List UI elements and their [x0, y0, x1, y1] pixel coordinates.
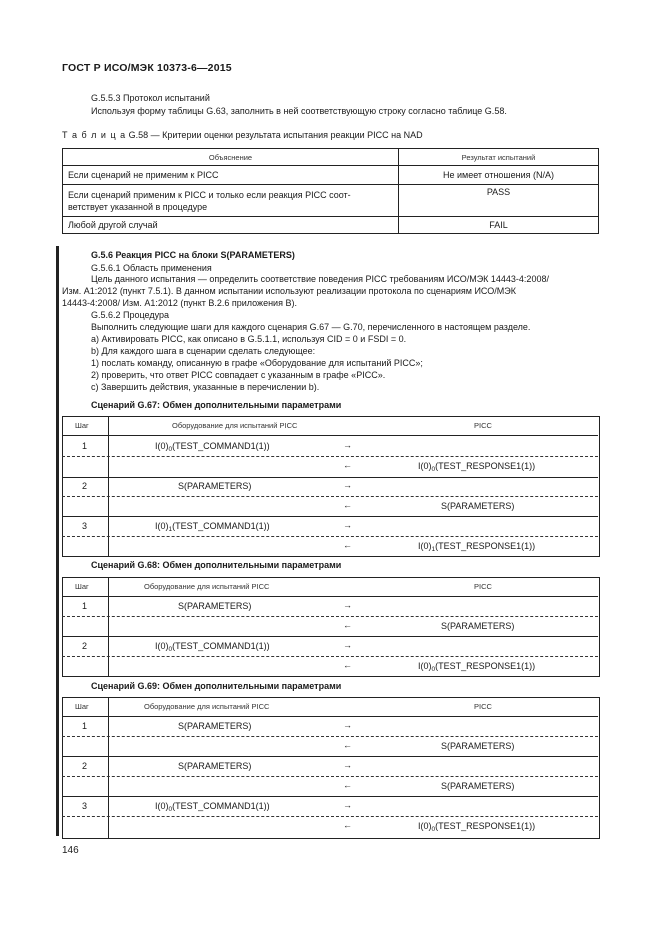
list-item-b1: 1) послать команду, описанную в графе «Оборудование для испытаний PICC»;	[91, 358, 423, 368]
response-cell: $I(0)_0(TEST\_RESPONSE1(1))$	[418, 661, 536, 673]
arrow-left-icon: ←	[343, 460, 352, 470]
arrow-left-icon: ←	[343, 540, 352, 550]
explanation-cell: Любой другой случай	[63, 217, 399, 234]
criteria-table	[62, 148, 599, 234]
response-cell: $I(0)_0(TEST\_RESPONSE1(1))$	[418, 461, 536, 473]
col-header-step: Шаг	[75, 421, 89, 430]
table-row	[63, 185, 599, 217]
result-cell: Не имеет отношения (N/A)	[399, 166, 599, 185]
response-cell: S(PARAMETERS)	[441, 781, 515, 791]
step-number: 2	[82, 761, 88, 771]
response-cell: $I(0)_0(TEST\_RESPONSE1(1))$	[418, 821, 536, 833]
col-header-equipment: Оборудование для испытаний PICC	[172, 421, 298, 430]
command-cell: $I(0)_0(TEST\_COMMAND1(1))$	[155, 801, 270, 813]
command-cell: $I(0)_0(TEST\_COMMAND1(1))$	[155, 641, 270, 653]
explanation-cell	[63, 185, 399, 217]
list-item-b2: 2) проверить, что ответ PICC совпадает с указанным в графе «PICC».	[91, 370, 386, 380]
command-cell: $I(0)_0(TEST\_COMMAND1(1))$	[155, 441, 270, 453]
subsection-heading-g562: G.5.6.2 Процедура	[91, 310, 170, 320]
col-header-picc: PICC	[474, 582, 492, 591]
response-cell: S(PARAMETERS)	[441, 501, 515, 511]
table-caption-text: G.58 — Критерии оценки результата испытания реакции PICC на NAD	[128, 130, 423, 140]
arrow-right-icon: →	[343, 640, 352, 650]
col-header-step: Шаг	[75, 702, 89, 711]
response-cell: S(PARAMETERS)	[441, 621, 515, 631]
list-item-b: b) Для каждого шага в сценарии сделать следующее:	[91, 346, 316, 356]
arrow-left-icon: ←	[343, 620, 352, 630]
arrow-left-icon: ←	[343, 500, 352, 510]
scenario-title-g68: Сценарий G.68: Обмен дополнительными параметрами	[91, 560, 342, 570]
section-text-g553: Используя форму таблицы G.63, заполнить в ней соответствующую строку согласно таблице G.58.	[91, 106, 507, 116]
col-header-step: Шаг	[75, 582, 89, 591]
paragraph-line: Цель данного испытания — определить соответствие поведения PICC требованиям ИСО/МЭК 14443-4:2008/	[91, 274, 549, 284]
command-cell: S(PARAMETERS)	[178, 761, 252, 771]
subsection-heading-g561: G.5.6.1 Область применения	[91, 263, 212, 273]
section-heading-g56: G.5.6 Реакция PICC на блоки S(PARAMETERS)	[91, 250, 295, 260]
command-cell: S(PARAMETERS)	[178, 481, 252, 491]
document-header: ГОСТ Р ИСО/МЭК 10373-6—2015	[62, 62, 232, 74]
arrow-left-icon: ←	[343, 660, 352, 670]
arrow-right-icon: →	[343, 760, 352, 770]
command-cell: S(PARAMETERS)	[178, 601, 252, 611]
scenario-title-g67: Сценарий G.67: Обмен дополнительными параметрами	[91, 400, 342, 410]
result-cell: PASS	[399, 185, 599, 217]
result-cell: FAIL	[399, 217, 599, 234]
col-header-picc: PICC	[474, 702, 492, 711]
scenario-table-g68	[62, 577, 598, 676]
explanation-line: Если сценарий применим к PICC и только если реакция PICC соот-	[68, 189, 351, 200]
arrow-right-icon: →	[343, 480, 352, 490]
col-header-explanation: Объяснение	[63, 149, 399, 166]
response-cell: S(PARAMETERS)	[441, 741, 515, 751]
col-header-result: Результат испытаний	[399, 149, 599, 166]
step-number: 1	[82, 721, 88, 731]
paragraph-line: Изм. А1:2012 (пункт 7.5.1). В данном испытании используют реализации протокола по сценариям ИСО/МЭК	[62, 286, 516, 296]
arrow-right-icon: →	[343, 600, 352, 610]
step-number: 1	[82, 441, 88, 451]
step-number: 2	[82, 481, 88, 491]
list-item-c: c) Завершить действия, указанные в перечислении b).	[91, 382, 320, 392]
scenario-title-g69: Сценарий G.69: Обмен дополнительными параметрами	[91, 681, 342, 691]
col-header-picc: PICC	[474, 421, 492, 430]
step-number: 3	[82, 801, 88, 811]
scenario-table-g69	[62, 697, 598, 838]
table-caption	[62, 129, 423, 141]
step-number: 1	[82, 601, 88, 611]
arrow-right-icon: →	[343, 520, 352, 530]
arrow-left-icon: ←	[343, 780, 352, 790]
scenario-table-g67	[62, 416, 598, 556]
table-caption-prefix: Т а б л и ц а	[62, 130, 127, 140]
arrow-right-icon: →	[343, 440, 352, 450]
col-header-equipment: Оборудование для испытаний PICC	[144, 582, 270, 591]
step-number: 3	[82, 521, 88, 531]
table-row	[63, 217, 599, 234]
explanation-line: ветствует указанной в процедуре	[68, 201, 208, 212]
arrow-left-icon: ←	[343, 820, 352, 830]
command-cell: $I(0)_1(TEST\_COMMAND1(1))$	[155, 521, 270, 533]
change-bar	[56, 246, 59, 836]
list-item-a: a) Активировать PICC, как описано в G.5.1.1, используя CID = 0 и FSDI = 0.	[91, 334, 407, 344]
section-heading-g553: G.5.5.3 Протокол испытаний	[91, 93, 210, 103]
col-header-equipment: Оборудование для испытаний PICC	[144, 702, 270, 711]
arrow-right-icon: →	[343, 720, 352, 730]
explanation-cell: Если сценарий не применим к PICC	[63, 166, 399, 185]
page-number: 146	[62, 845, 79, 856]
paragraph-line: Выполнить следующие шаги для каждого сценария G.67 — G.70, перечисленного в настоящем разделе.	[91, 322, 531, 332]
arrow-right-icon: →	[343, 800, 352, 810]
response-cell: $I(0)_1(TEST\_RESPONSE1(1))$	[418, 541, 536, 553]
paragraph-line: 14443-4:2008/ Изм. А1:2012 (пункт В.2.6 приложения В).	[62, 298, 297, 308]
command-cell: S(PARAMETERS)	[178, 721, 252, 731]
arrow-left-icon: ←	[343, 740, 352, 750]
step-number: 2	[82, 641, 88, 651]
table-row	[63, 166, 599, 185]
